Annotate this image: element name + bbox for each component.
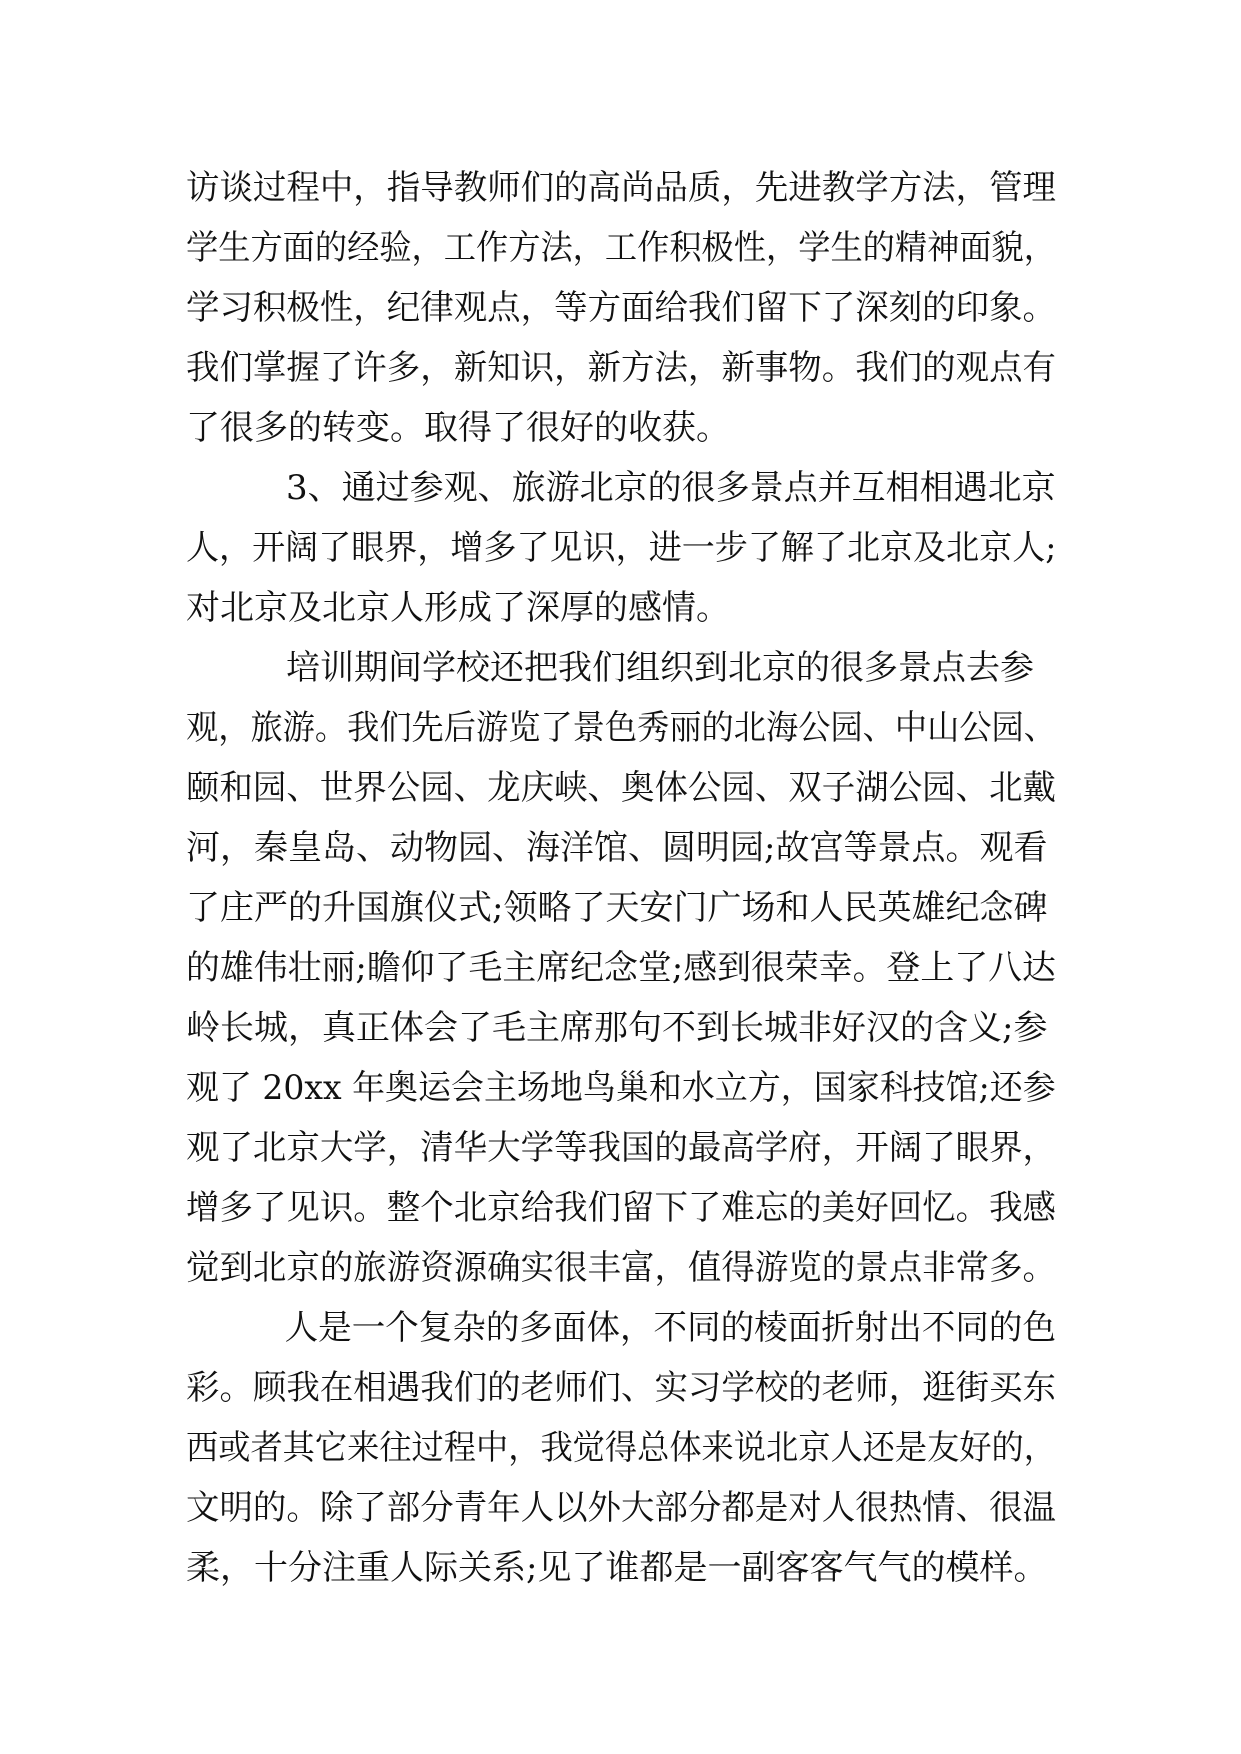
text-line: 学生方面的经验，工作方法，工作积极性，学生的精神面貌， [186, 228, 1056, 268]
text-line: 颐和园、世界公园、龙庆峡、奥体公园、双子湖公园、北戴 [186, 768, 1056, 808]
text-line: 培训期间学校还把我们组织到北京的很多景点去参 [286, 648, 1034, 688]
text-line: 访谈过程中，指导教师们的高尚品质，先进教学方法，管理 [186, 168, 1056, 208]
text-line: 觉到北京的旅游资源确实很丰富，值得游览的景点非常多。 [186, 1248, 1056, 1288]
text-line: 对北京及北京人形成了深厚的感情。 [186, 588, 730, 628]
text-line: 了庄严的升国旗仪式;领略了天安门广场和人民英雄纪念碑 [186, 888, 1048, 928]
text-line: 文明的。除了部分青年人以外大部分都是对人很热情、很温 [186, 1488, 1056, 1528]
text-line: 岭长城，真正体会了毛主席那句不到长城非好汉的含义;参 [186, 1008, 1048, 1048]
text-line: 3、通过参观、旅游北京的很多景点并互相相遇北京 [286, 468, 1056, 508]
text-line: 观了北京大学，清华大学等我国的最高学府，开阔了眼界， [186, 1128, 1056, 1168]
text-line: 柔，十分注重人际关系;见了谁都是一副客客气气的模样。 [186, 1548, 1048, 1588]
text-line: 观，旅游。我们先后游览了景色秀丽的北海公园、中山公园、 [186, 708, 1056, 748]
text-line: 了很多的转变。取得了很好的收获。 [186, 408, 730, 448]
document-body [186, 158, 1056, 1598]
text-line: 我们掌握了许多，新知识，新方法，新事物。我们的观点有 [186, 348, 1056, 388]
text-line: 人，开阔了眼界，增多了见识，进一步了解了北京及北京人; [186, 528, 1057, 568]
text-line: 人是一个复杂的多面体，不同的棱面折射出不同的色 [284, 1308, 1056, 1348]
text-line: 西或者其它来往过程中，我觉得总体来说北京人还是友好的， [186, 1428, 1056, 1468]
text-line: 彩。顾我在相遇我们的老师们、实习学校的老师，逛街买东 [186, 1368, 1056, 1408]
text-line: 学习积极性，纪律观点，等方面给我们留下了深刻的印象。 [186, 288, 1056, 328]
text-line: 的雄伟壮丽;瞻仰了毛主席纪念堂;感到很荣幸。登上了八达 [186, 948, 1056, 988]
text-line: 河，秦皇岛、动物园、海洋馆、圆明园;故宫等景点。观看 [186, 828, 1048, 868]
text-line: 增多了见识。整个北京给我们留下了难忘的美好回忆。我感 [186, 1188, 1056, 1228]
text-line: 观了 20xx 年奥运会主场地鸟巢和水立方，国家科技馆;还参 [186, 1068, 1056, 1108]
